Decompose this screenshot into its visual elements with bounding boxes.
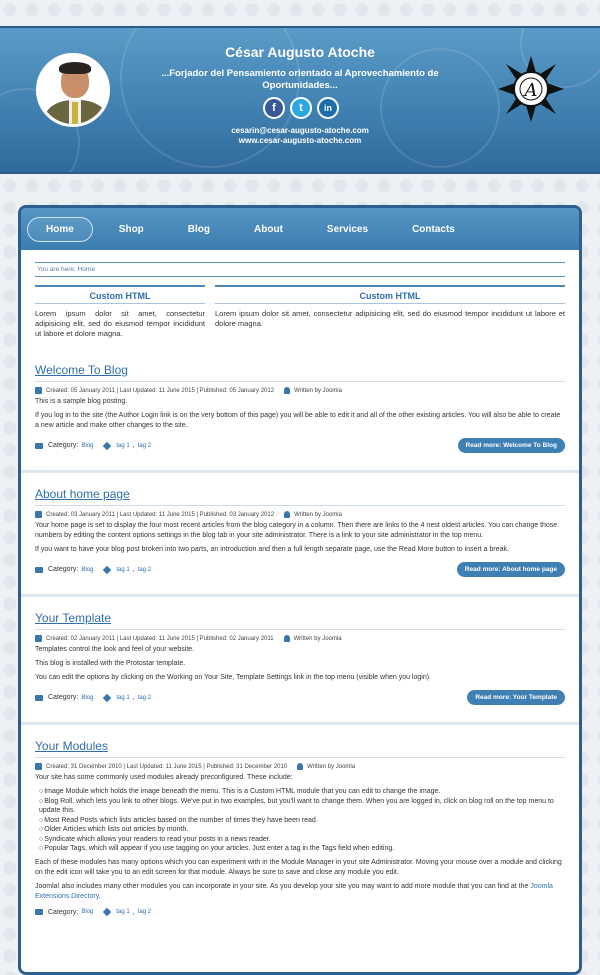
article-meta (35, 630, 565, 645)
nav-contacts[interactable]: Contacts (412, 223, 455, 235)
article-title[interactable]: Your Modules (35, 733, 565, 758)
nav-shop[interactable]: Shop (118, 223, 144, 235)
category-link[interactable]: Blog (81, 442, 94, 449)
module-title: Custom HTML (35, 287, 205, 304)
article-footer: Category: Blog tag 1 , tag 2 Read more: Your Template (35, 687, 565, 709)
tag-link[interactable]: tag 2 (137, 694, 152, 701)
read-more-button[interactable]: Read more: Welcome To Blog (458, 438, 566, 453)
nav-about[interactable]: About (254, 223, 283, 235)
article-dates: Created: 31 December 2010 | Last Updated: 11 June 2015 | Published: 31 December 2010 (46, 763, 288, 770)
article-title[interactable]: About home page (35, 481, 565, 506)
module-text: Lorem ipsum dolor sit amet, consectetur adipisicing elit, sed do eiusmod tempor incididunt ut labore et dolore magna. (35, 309, 205, 338)
svg-text:A: A (524, 80, 538, 101)
tag-icon (103, 693, 111, 701)
tag-link[interactable]: tag 1 (116, 566, 130, 573)
nav-home[interactable]: Home (27, 217, 93, 242)
tag-link[interactable]: tag 2 (137, 442, 152, 449)
tag-icon (103, 908, 111, 916)
module-title: Custom HTML (215, 287, 565, 304)
article-author: Written by Joomla (294, 511, 342, 518)
email-link[interactable]: cesarin@cesar-augusto-atoche.com (231, 126, 369, 135)
custom-modules (35, 285, 565, 339)
linkedin-icon[interactable]: in (317, 97, 339, 119)
custom-module (215, 285, 565, 339)
article-paragraph: If you log in to the site (the Author Login link is on the very bottom of this page) you will be able to edit it and all of the other existing articles. You will also be able to create a new article and make other changes to the site. (35, 412, 561, 429)
module-list (39, 787, 565, 854)
article-footer: Category: Blog tag 1 , tag 2 Read more: Welcome To Blog (35, 435, 565, 457)
facebook-icon[interactable]: f (263, 97, 285, 119)
twitter-icon[interactable]: t (290, 97, 312, 119)
article-paragraph: This is a sample blog posting. (35, 398, 128, 405)
list-item: ○ Older Articles which lists out articles by month. (39, 825, 565, 835)
category-link[interactable]: Blog (81, 566, 94, 573)
read-more-button[interactable]: Read more: Your Template (467, 690, 565, 705)
article (35, 357, 565, 473)
folder-icon (35, 567, 43, 573)
tag-icon (103, 441, 111, 449)
article-footer: Category: Blog tag 1 , tag 2 (35, 906, 565, 920)
user-icon (284, 635, 290, 642)
article-author: Written by Joomla (307, 763, 356, 770)
custom-module (35, 285, 205, 339)
category-label: Category: (48, 566, 79, 573)
article-paragraph: If you want to have your blog post broken into two parts, an introduction and then a full length separate page, use the Read More button to insert a break. (35, 546, 509, 553)
article-footer: Category: Blog tag 1 , tag 2 Read more: About home page (35, 559, 565, 581)
contact-info (0, 126, 600, 146)
article-meta (35, 758, 565, 773)
list-item: ○ Most Read Posts which lists articles based on the number of times they have been read. (39, 816, 565, 826)
article-paragraph: This blog is installed with the Protostar template. (35, 660, 186, 667)
site-header (0, 26, 600, 174)
article-dates: Created: 03 January 2011 | Last Updated: 11 June 2015 | Published: 03 January 2012 (46, 511, 275, 518)
folder-icon (35, 695, 43, 701)
calendar-icon (35, 763, 42, 770)
category-link[interactable]: Blog (81, 694, 94, 701)
folder-icon (35, 909, 43, 915)
list-item: ○ Popular Tags, which will appear if you use tagging on your articles. Just enter a tag in the Tags field when editing. (39, 844, 565, 854)
tag-link[interactable]: tag 2 (137, 566, 152, 573)
calendar-icon (35, 387, 42, 394)
user-icon (284, 511, 290, 518)
module-text: Lorem ipsum dolor sit amet, consectetur adipisicing elit, sed do eiusmod tempor incididunt ut labore et dolore magna. (215, 309, 565, 328)
article (35, 733, 565, 920)
article-paragraph: Joomla! also includes many other modules you can incorporate in your site. As you develop your site you may want to add more module that you can find at the Joomla Extensions Directory. (35, 882, 553, 900)
tag-link[interactable]: tag 1 (116, 694, 130, 701)
article-dates: Created: 05 January 2011 | Last Updated: 11 June 2015 | Published: 05 January 2012 (46, 387, 275, 394)
nav-services[interactable]: Services (326, 223, 369, 235)
article-paragraph: Your home page is set to display the four most recent articles from the blog category in a column. Then there are links to the 4 nest oldest articles. You can change those numbers by editing the content options settings in the blog tab in your site administrator. There is a link to your site administrator in the top menu. (35, 522, 558, 539)
main-menu (21, 208, 579, 250)
calendar-icon (35, 635, 42, 642)
article-paragraph: Templates control the look and feel of your website. (35, 646, 195, 653)
category-label: Category: (48, 442, 79, 449)
nav-blog[interactable]: Blog (187, 223, 211, 235)
content-panel (18, 205, 582, 975)
tag-link[interactable]: tag 2 (137, 909, 152, 915)
category-link[interactable]: Blog (81, 909, 94, 915)
article-dates: Created: 02 January 2011 | Last Updated: 11 June 2015 | Published: 02 January 2011 (46, 635, 274, 642)
article-paragraph: Each of these modules has many options which you can experiment with in the Module Manager in your site Administrator. Moving your mouse over a module and clicking on the edit icon will take you to an edit screen for that module. Always be sure to save and close any module you edit. (35, 858, 562, 876)
article-title[interactable]: Your Template (35, 605, 565, 630)
site-tagline: ...Forjador del Pensamiento orientado al Aprovechamiento de Oportunidades... (161, 68, 439, 91)
list-item: ○ Syndicate which allows your readers to read your posts in a news reader. (39, 835, 565, 845)
article-author: Written by Joomla (293, 635, 342, 642)
article-title[interactable]: Welcome To Blog (35, 357, 565, 382)
avatar (36, 53, 110, 127)
read-more-button[interactable]: Read more: About home page (457, 562, 565, 577)
article-paragraph: Your site has some commonly used modules already preconfigured. These include: (35, 774, 293, 781)
social-links (263, 97, 339, 119)
user-icon (297, 763, 303, 770)
list-item: ○ Blog Roll. which lets you link to other blogs. We've put in two examples, but you'll want to change them. When you are logged in, click on blog roll on the top menu to update this. (39, 797, 565, 816)
category-label: Category: (48, 694, 79, 701)
tag-link[interactable]: tag 1 (116, 909, 130, 915)
extensions-directory-link[interactable]: Joomla Extensions Directory (35, 882, 553, 900)
article-paragraph: You can edit the options by clicking on the Working on Your Site, Template Settings link in the top menu (visible when you login). (35, 674, 431, 681)
user-icon (284, 387, 290, 394)
article-meta (35, 506, 565, 521)
site-name: César Augusto Atoche (225, 44, 375, 60)
folder-icon (35, 443, 43, 449)
website-link[interactable]: www.cesar-augusto-atoche.com (238, 136, 362, 145)
article-meta (35, 382, 565, 397)
calendar-icon (35, 511, 42, 518)
tag-icon (103, 565, 111, 573)
article (35, 481, 565, 597)
logo-icon (496, 54, 566, 124)
category-label: Category: (48, 908, 79, 916)
breadcrumb: You are here: Home (35, 262, 565, 277)
article (35, 605, 565, 725)
tag-link[interactable]: tag 1 (116, 442, 130, 449)
article-author: Written by Joomla (294, 387, 342, 394)
list-item: ○ Image Module which holds the image beneath the menu. This is a Custom HTML module that you can edit to change the image. (39, 787, 565, 797)
